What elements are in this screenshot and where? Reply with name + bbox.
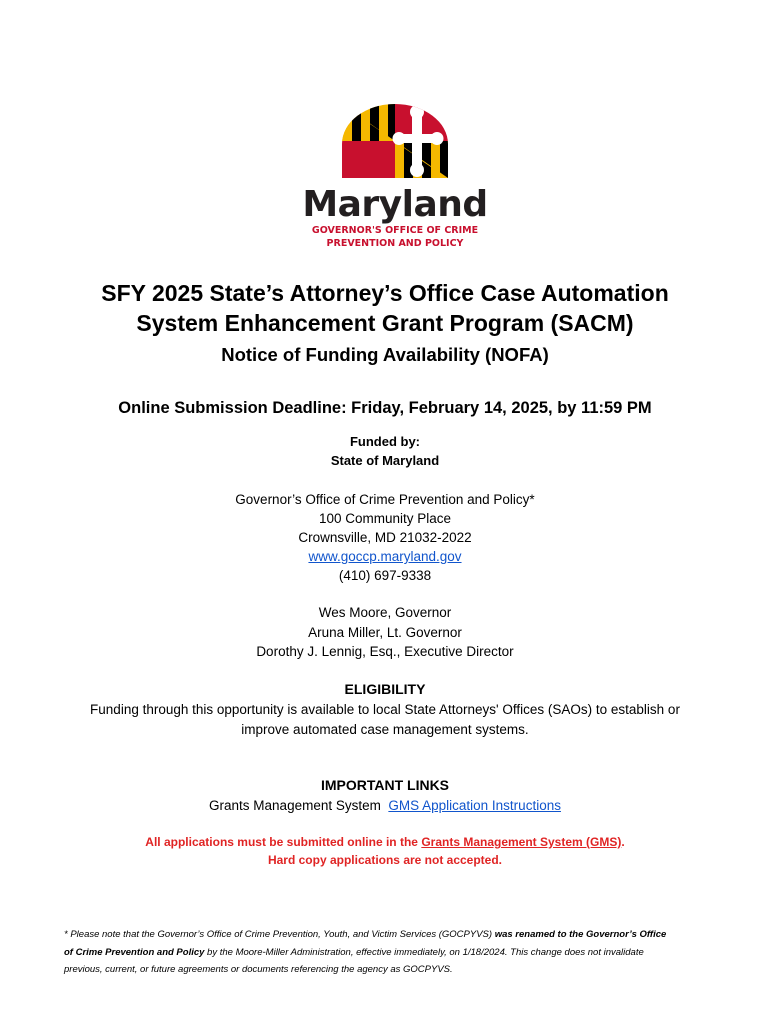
- website-link[interactable]: www.goccp.maryland.gov: [308, 549, 462, 564]
- maryland-flag-icon: [342, 104, 448, 178]
- office-street: 100 Community Place: [318, 511, 452, 526]
- submission-notice: All applications must be submitted online in the Grants Management System (GMS). Hard copy applications are not accepted.: [145, 835, 625, 867]
- office-name: Governor’s Office of Crime Prevention and Policy*: [235, 492, 535, 507]
- funded-by: Funded by: State of Maryland: [330, 434, 440, 468]
- gms-instructions-link[interactable]: GMS Application Instructions: [388, 798, 561, 813]
- gms-label: Grants Management System: [209, 798, 381, 813]
- footnote: * Please note that the Governor’s Office of Crime Prevention, Youth, and Victim Services (GOCPYVS) was renamed to the Governor’s Office of Crime Prevention and Policy by the Moore-Miller Administration, effective immediately, on 1/18/2024. This change does not invalidate previous, current, or future agreements or documents referencing the agency as GOCPYVS.: [64, 929, 667, 975]
- officials-list: [0, 603, 770, 662]
- gms-link[interactable]: Grants Management System (GMS): [421, 835, 622, 849]
- logo-wordmark: Maryland: [302, 184, 488, 225]
- official-executive-director: Dorothy J. Lennig, Esq., Executive Director: [256, 644, 514, 659]
- office-phone: (410) 697-9338: [338, 568, 432, 583]
- eligibility-text: Funding through this opportunity is available to local State Attorneys' Offices (SAOs) to establish or improve automated case management systems.: [90, 702, 680, 737]
- maryland-logo: [300, 104, 490, 254]
- important-links-heading: IMPORTANT LINKS: [320, 777, 450, 793]
- page-subtitle: Notice of Funding Availability (NOFA): [221, 344, 549, 365]
- important-links: [0, 796, 770, 815]
- logo-subtitle: GOVERNOR'S OFFICE OF CRIME PREVENTION AND POLICY: [311, 225, 479, 249]
- office-city: Crownsville, MD 21032-2022: [298, 530, 472, 545]
- office-address: [0, 490, 770, 585]
- official-lt-governor: Aruna Miller, Lt. Governor: [308, 624, 462, 640]
- eligibility-heading: ELIGIBILITY: [344, 681, 426, 697]
- official-governor: Wes Moore, Governor: [318, 605, 452, 620]
- submission-deadline: Online Submission Deadline: Friday, February 14, 2025, by 11:59 PM: [118, 399, 652, 417]
- page-title: SFY 2025 State’s Attorney’s Office Case Automation System Enhancement Grant Program (SACM): [101, 280, 669, 336]
